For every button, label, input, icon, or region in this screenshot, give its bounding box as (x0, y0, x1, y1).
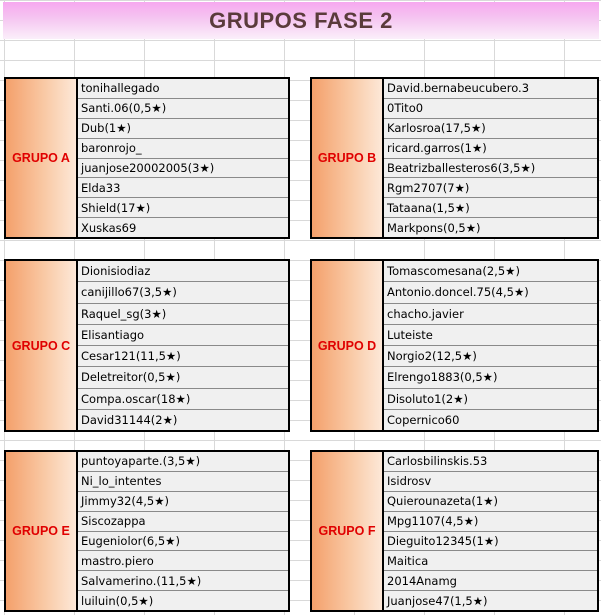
player-cell[interactable]: Elisantiago (78, 325, 288, 346)
group-d (310, 259, 599, 432)
player-cell[interactable]: luiluin(0,5★) (81, 593, 154, 608)
group-c (4, 259, 290, 432)
player-list (384, 261, 597, 430)
player-cell[interactable]: Dub(1★) (78, 119, 288, 139)
title-banner (3, 2, 599, 39)
group-label-cell[interactable] (6, 452, 78, 610)
player-cell[interactable]: ricard.garros(1★) (384, 139, 597, 159)
player-cell[interactable]: Tataana(1,5★) (384, 198, 597, 218)
group-label: GRUPO B (317, 151, 377, 165)
player-cell[interactable]: Markpons(0,5★) (387, 220, 481, 235)
player-cell[interactable]: Salvamerino.(11,5★) (78, 571, 288, 591)
player-cell[interactable]: Santi.06(0,5★) (78, 99, 288, 119)
player-list (78, 261, 288, 430)
player-cell[interactable]: Antonio.doncel.75(4,5★) (384, 282, 597, 303)
player-cell[interactable]: Maitica (384, 551, 597, 571)
group-b (310, 77, 599, 239)
group-label: GRUPO C (11, 338, 71, 353)
player-cell[interactable]: Cesar121(11,5★) (78, 346, 288, 367)
group-label-cell[interactable] (312, 452, 384, 610)
player-cell[interactable]: Elrengo1883(0,5★) (384, 367, 597, 388)
player-cell[interactable]: Jimmy32(4,5★) (78, 492, 288, 512)
player-cell[interactable]: Dionisiodiaz (78, 261, 288, 282)
player-cell[interactable]: David.bernabeucubero.3 (384, 79, 597, 99)
group-label-cell[interactable] (6, 261, 78, 430)
player-cell[interactable]: Xuskas69 (81, 220, 137, 235)
player-list (384, 452, 597, 610)
player-cell[interactable]: Dieguito12345(1★) (384, 532, 597, 552)
player-cell[interactable]: Juanjose47(1,5★) (387, 593, 488, 608)
player-cell[interactable]: Ni_lo_intentes (78, 472, 288, 492)
player-cell[interactable]: puntoyaparte.(3,5★) (78, 452, 288, 472)
group-label: GRUPO A (12, 151, 70, 165)
player-cell[interactable]: 2014Anamg (384, 571, 597, 591)
player-cell[interactable]: Copernico60 (387, 412, 460, 427)
player-cell[interactable]: Raquel_sg(3★) (78, 304, 288, 325)
player-list (384, 79, 597, 237)
player-cell[interactable]: Siscozappa (78, 512, 288, 532)
player-cell[interactable]: chacho.javier (384, 304, 597, 325)
player-list (78, 79, 288, 237)
player-cell[interactable]: Shield(17★) (78, 198, 288, 218)
group-f (310, 450, 599, 612)
player-cell[interactable]: Quierounazeta(1★) (384, 492, 597, 512)
group-label: GRUPO D (317, 338, 377, 353)
group-label: GRUPO E (12, 524, 70, 538)
player-cell[interactable]: Deletreitor(0,5★) (78, 367, 288, 388)
group-label-cell[interactable] (6, 79, 78, 237)
page-title: GRUPOS FASE 2 (209, 7, 393, 33)
group-label: GRUPO F (318, 524, 376, 538)
player-list (78, 452, 288, 610)
player-cell[interactable]: Isidrosv (384, 472, 597, 492)
player-cell[interactable]: Mpg1107(4,5★) (384, 512, 597, 532)
player-cell[interactable]: juanjose20002005(3★) (78, 159, 288, 179)
player-cell[interactable]: Tomascomesana(2,5★) (384, 261, 597, 282)
player-cell[interactable]: Eugeniolor(6,5★) (78, 532, 288, 552)
player-cell[interactable]: Luteiste (384, 325, 597, 346)
player-cell[interactable]: baronrojo_ (78, 139, 288, 159)
group-e (4, 450, 290, 612)
player-cell[interactable]: mastro.piero (78, 551, 288, 571)
player-cell[interactable]: 0Tito0 (384, 99, 597, 119)
player-cell[interactable]: Rgm2707(7★) (384, 178, 597, 198)
group-label-cell[interactable] (312, 261, 384, 430)
player-cell[interactable]: Elda33 (78, 178, 288, 198)
player-cell[interactable]: Carlosbilinskis.53 (384, 452, 597, 472)
player-cell[interactable]: Disoluto1(2★) (384, 389, 597, 410)
group-a (4, 77, 290, 239)
player-cell[interactable]: David31144(2★) (81, 412, 178, 427)
player-cell[interactable]: canijillo67(3,5★) (78, 282, 288, 303)
player-cell[interactable]: Norgio2(12,5★) (384, 346, 597, 367)
group-label-cell[interactable] (312, 79, 384, 237)
player-cell[interactable]: tonihallegado (78, 79, 288, 99)
player-cell[interactable]: Karlosroa(17,5★) (384, 119, 597, 139)
player-cell[interactable]: Compa.oscar(18★) (78, 389, 288, 410)
player-cell[interactable]: Beatrizballesteros6(3,5★) (384, 159, 597, 179)
